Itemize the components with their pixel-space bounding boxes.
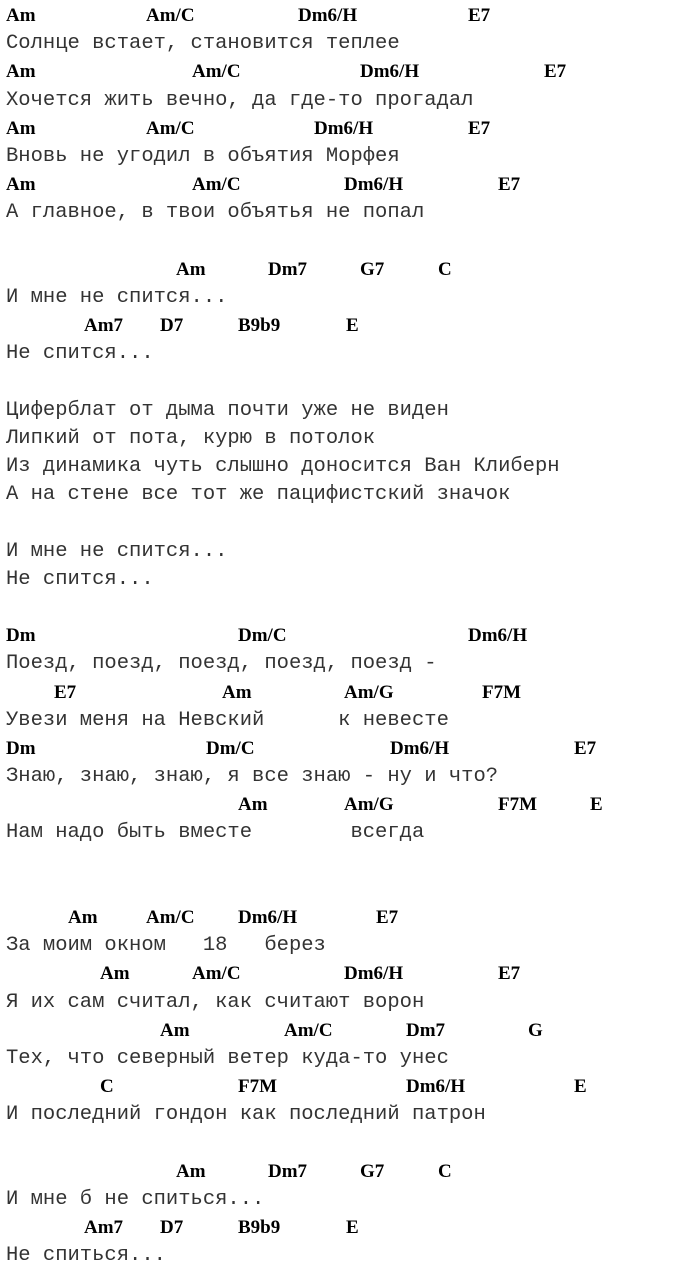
chord-symbol: B9b9: [238, 315, 281, 337]
chord-symbol: Am: [6, 174, 36, 196]
chord-symbol: Am/C: [146, 5, 195, 26]
chord-line: [6, 115, 700, 143]
lyric-line: А на стене все тот же пацифистский значок: [6, 483, 511, 507]
chord-symbol: Dm6/H: [390, 737, 450, 759]
chord-symbol: Am7: [84, 1217, 124, 1239]
blank-line: [6, 848, 700, 876]
chord-line: [6, 2, 700, 30]
lyric-line: А главное, в твои объятья не попал: [6, 201, 425, 225]
blank-line: [6, 594, 700, 622]
blank-line: [6, 368, 700, 396]
chord-symbol: Dm6/H: [406, 1076, 466, 1098]
blank-line: [6, 1130, 700, 1158]
chord-line: [6, 171, 700, 199]
lyric-line: Из динамика чуть слышно доносится Ван Клиберн: [6, 455, 560, 478]
chord-symbol: E7: [498, 174, 521, 196]
chord-symbol: G7: [360, 1160, 385, 1182]
lyric-line: Хочется жить вечно, да где-то прогадал: [6, 88, 474, 112]
chord-symbol: E7: [544, 61, 567, 83]
lyric-line: И последний гондон как последний патрон: [6, 1103, 486, 1127]
chord-line: [6, 679, 700, 707]
lyric-line: Нам надо быть вместе всегда: [6, 821, 425, 845]
chord-symbol: Dm6/H: [344, 963, 404, 985]
chord-symbol: Am/C: [192, 61, 241, 83]
lyric-line: Я их сам считал, как считают ворон: [6, 990, 425, 1014]
chord-symbol: Am: [6, 117, 36, 139]
lyric-line: Не спиться...: [6, 1244, 166, 1268]
lyric-line: Не спится...: [6, 567, 154, 591]
chord-symbol: E7: [468, 117, 491, 139]
chord-symbol: E7: [376, 907, 399, 928]
chord-symbol: Am7: [84, 315, 124, 337]
lyric-line: Не спится...: [6, 342, 154, 366]
chord-symbol: E: [346, 315, 359, 337]
chord-symbol: F7M: [498, 794, 538, 816]
chord-symbol: Dm6/H: [238, 907, 298, 928]
chord-symbol: Dm7: [406, 1019, 446, 1041]
chord-symbol: Dm: [6, 737, 36, 759]
lyric-line: Циферблат от дыма почти уже не виден: [6, 398, 449, 422]
lyric-line: Тех, что северный ветер куда-то унес: [6, 1046, 449, 1070]
chord-symbol: Am/C: [146, 117, 195, 139]
chord-symbol: Dm6/H: [468, 625, 528, 647]
chord-symbol: G: [528, 1019, 543, 1041]
lyric-line: Поезд, поезд, поезд, поезд, поезд -: [6, 652, 437, 676]
blank-line: [6, 876, 700, 904]
chord-symbol: Am: [238, 794, 268, 816]
chord-symbol: Am/C: [192, 174, 241, 196]
chord-symbol: Am/G: [344, 794, 394, 816]
chord-symbol: Am: [222, 681, 252, 703]
chord-symbol: Am: [176, 1160, 206, 1182]
chord-line: [6, 1017, 700, 1045]
chord-symbol: D7: [160, 315, 184, 337]
blank-line: [6, 228, 700, 256]
chord-symbol: Am: [160, 1019, 190, 1041]
chord-symbol: Dm/C: [238, 625, 287, 647]
lyric-line: Солнце встает, становится теплее: [6, 32, 400, 56]
blank-line: [6, 509, 700, 537]
chord-symbol: E: [346, 1217, 359, 1239]
chord-symbol: Dm7: [268, 258, 308, 280]
chord-symbol: F7M: [482, 681, 522, 703]
chord-symbol: E7: [574, 737, 597, 759]
lyric-line: И мне не спится...: [6, 285, 228, 309]
chord-symbol: E7: [54, 681, 77, 703]
chord-symbol: F7M: [238, 1076, 278, 1098]
chord-symbol: E7: [468, 5, 491, 26]
chord-line: [6, 58, 700, 86]
chord-symbol: Am/C: [192, 963, 241, 985]
chord-symbol: Dm6/H: [298, 5, 358, 26]
lyric-line: И мне не спится...: [6, 539, 228, 563]
chord-symbol: C: [100, 1076, 114, 1098]
chord-line: [6, 1214, 700, 1242]
chord-symbol: G7: [360, 258, 385, 280]
chord-symbol: E: [574, 1076, 587, 1098]
chord-line: [6, 256, 700, 284]
chord-symbol: Am/C: [146, 907, 195, 928]
chord-line: [6, 622, 700, 650]
chord-symbol: Dm6/H: [314, 117, 374, 139]
chord-line: [6, 735, 700, 763]
chord-line: [6, 1158, 700, 1186]
chord-symbol: E: [590, 794, 603, 816]
chord-line: [6, 960, 700, 988]
chord-symbol: Dm: [6, 625, 36, 647]
chord-symbol: Am/G: [344, 681, 394, 703]
chord-symbol: D7: [160, 1217, 184, 1239]
chord-symbol: Am: [68, 907, 98, 928]
chord-symbol: E7: [498, 963, 521, 985]
lyric-line: Знаю, знаю, знаю, я все знаю - ну и что?: [6, 765, 499, 789]
chord-symbol: Dm6/H: [360, 61, 420, 83]
chord-symbol: Am: [100, 963, 130, 985]
chord-line: [6, 1073, 700, 1101]
chord-line: [6, 791, 700, 819]
chord-symbol: C: [438, 1160, 452, 1182]
chord-symbol: Am/C: [284, 1019, 333, 1041]
lyric-line: И мне б не спиться...: [6, 1187, 265, 1211]
lyric-line: Липкий от пота, курю в потолок: [6, 426, 376, 450]
chord-line: [6, 312, 700, 340]
lyric-line: Увези меня на Невский к невесте: [6, 708, 449, 732]
chord-symbol: Am: [176, 258, 206, 280]
chord-symbol: Dm7: [268, 1160, 308, 1182]
chord-symbol: Dm/C: [206, 737, 255, 759]
chord-line: [6, 904, 700, 932]
chord-symbol: B9b9: [238, 1217, 281, 1239]
lyric-line: Вновь не угодил в объятия Морфея: [6, 144, 400, 168]
chord-symbol: C: [438, 258, 452, 280]
lyric-line: За моим окном 18 берез: [6, 934, 326, 958]
chord-symbol: Dm6/H: [344, 174, 404, 196]
chord-symbol: Am: [6, 61, 36, 83]
chord-symbol: Am: [6, 5, 36, 26]
